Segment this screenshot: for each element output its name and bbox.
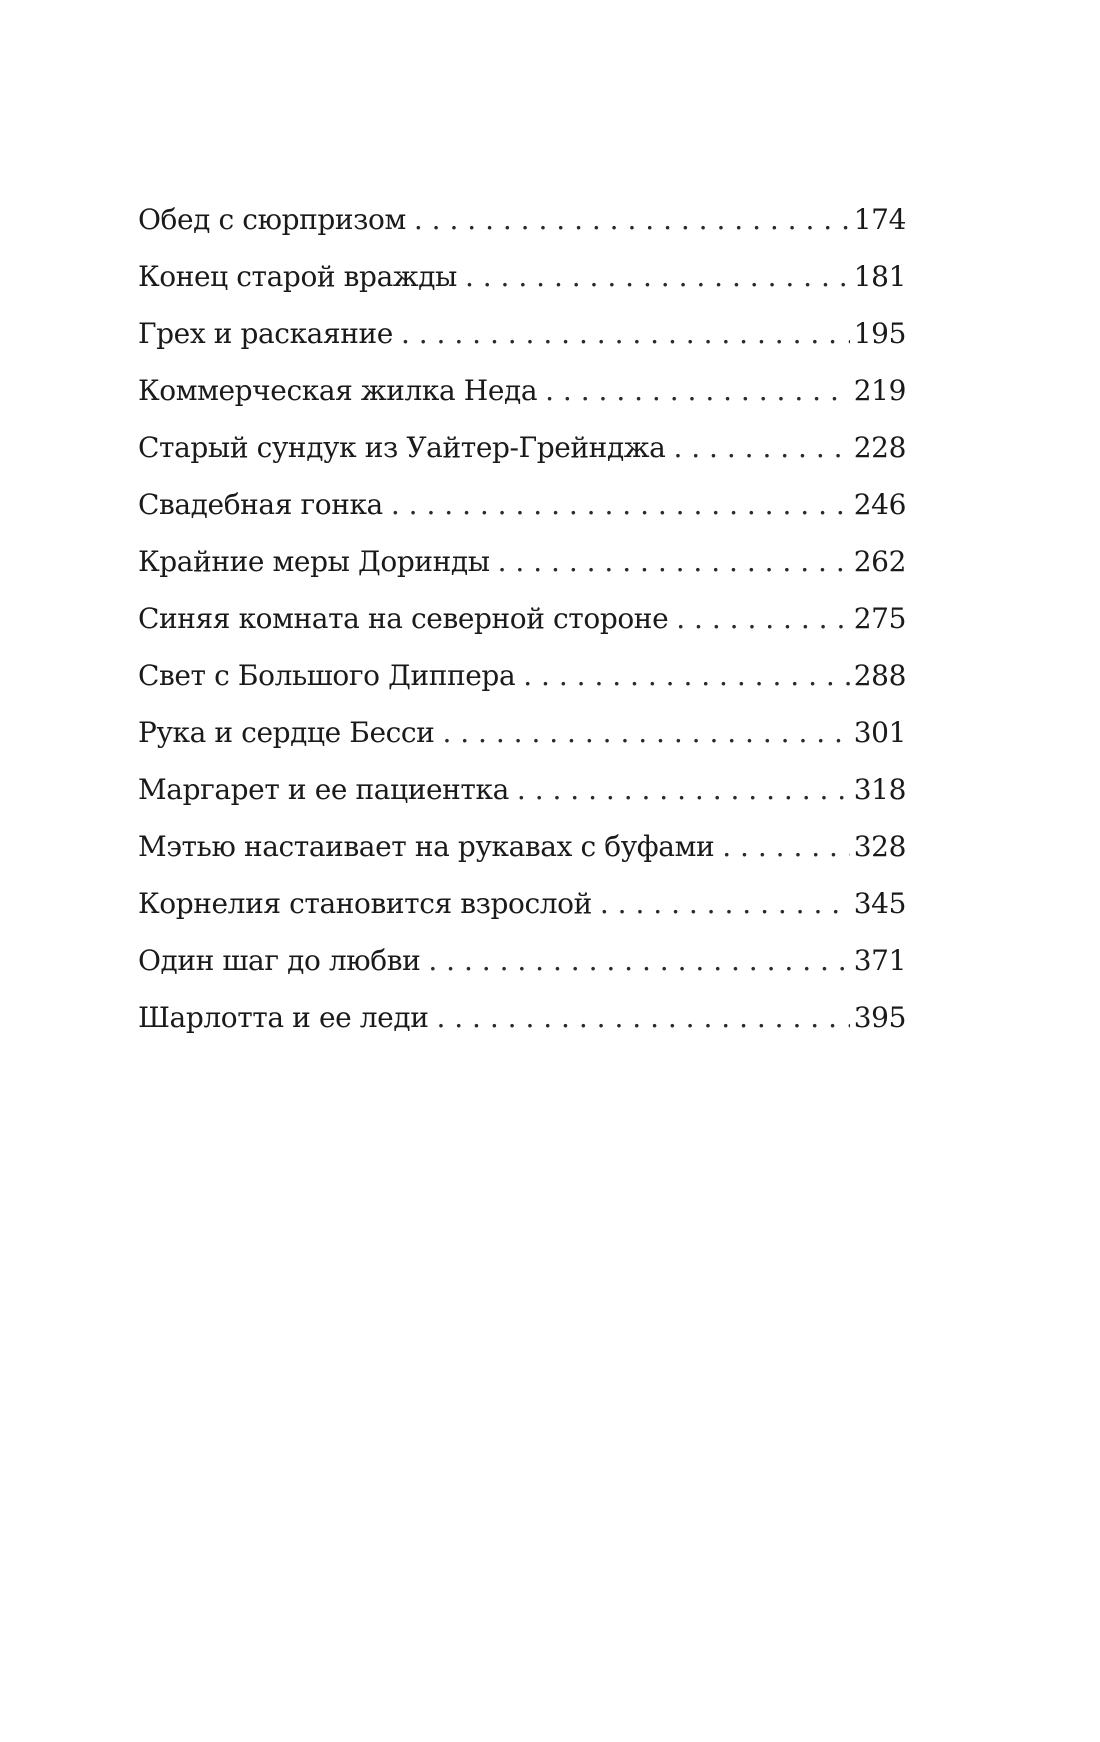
toc-entry-title: Один шаг до любви (138, 944, 421, 977)
dot-leader (498, 544, 850, 580)
toc-entry (138, 487, 906, 544)
toc-entry-title: Корнелия становится взрослой (138, 887, 592, 920)
toc-entry-page: 328 (853, 830, 906, 863)
toc-entry (138, 829, 906, 886)
toc-entry (138, 715, 906, 772)
dot-leader (401, 316, 850, 352)
toc-entry-title: Конец старой вражды (138, 260, 457, 293)
toc-entry (138, 943, 906, 1000)
toc-entry-page: 246 (853, 488, 906, 521)
toc-entry-title: Шарлотта и ее леди (138, 1001, 429, 1034)
dot-leader (391, 487, 850, 523)
dot-leader (673, 430, 849, 466)
dot-leader (600, 886, 850, 922)
toc-entry-page: 195 (853, 317, 906, 350)
toc-entry-title: Синяя комната на северной стороне (138, 602, 669, 635)
toc-entry-page: 301 (853, 716, 906, 749)
table-of-contents (138, 202, 906, 1057)
toc-entry (138, 373, 906, 430)
toc-entry-page: 228 (853, 431, 906, 464)
toc-entry-title: Старый сундук из Уайтер-Грейнджа (138, 431, 666, 464)
toc-entry-title: Свет с Большого Диппера (138, 659, 516, 692)
dot-leader (545, 373, 850, 409)
toc-entry-title: Крайние меры Доринды (138, 545, 490, 578)
dot-leader (722, 829, 850, 865)
toc-entry-title: Свадебная гонка (138, 488, 383, 521)
toc-entry-title: Грех и раскаяние (138, 317, 393, 350)
toc-entry (138, 544, 906, 601)
dot-leader (465, 259, 850, 295)
dot-leader (442, 715, 849, 751)
toc-entry (138, 202, 906, 259)
toc-entry-title: Рука и сердце Бесси (138, 716, 435, 749)
toc-entry (138, 316, 906, 373)
toc-entry-page: 174 (853, 203, 906, 236)
toc-entry-page: 262 (853, 545, 906, 578)
toc-entry-page: 395 (853, 1001, 906, 1034)
toc-entry-title: Коммерческая жилка Неда (138, 374, 538, 407)
toc-entry-page: 371 (853, 944, 906, 977)
toc-entry-page: 288 (853, 659, 906, 692)
toc-entry (138, 259, 906, 316)
toc-entry-page: 275 (853, 602, 906, 635)
toc-entry (138, 601, 906, 658)
toc-entry-page: 181 (853, 260, 906, 293)
toc-entry (138, 1000, 906, 1057)
dot-leader (436, 1000, 849, 1036)
dot-leader (676, 601, 850, 637)
toc-entry-title: Маргарет и ее пациентка (138, 773, 509, 806)
toc-entry-page: 318 (853, 773, 906, 806)
dot-leader (414, 202, 850, 238)
dot-leader (523, 658, 850, 694)
dot-leader (428, 943, 849, 979)
toc-entry (138, 658, 906, 715)
toc-entry (138, 430, 906, 487)
dot-leader (517, 772, 850, 808)
toc-entry (138, 886, 906, 943)
toc-entry (138, 772, 906, 829)
toc-entry-title: Обед с сюрпризом (138, 203, 406, 236)
toc-entry-page: 219 (853, 374, 906, 407)
toc-entry-title: Мэтью настаивает на рукавах с буфами (138, 830, 715, 863)
toc-entry-page: 345 (853, 887, 906, 920)
